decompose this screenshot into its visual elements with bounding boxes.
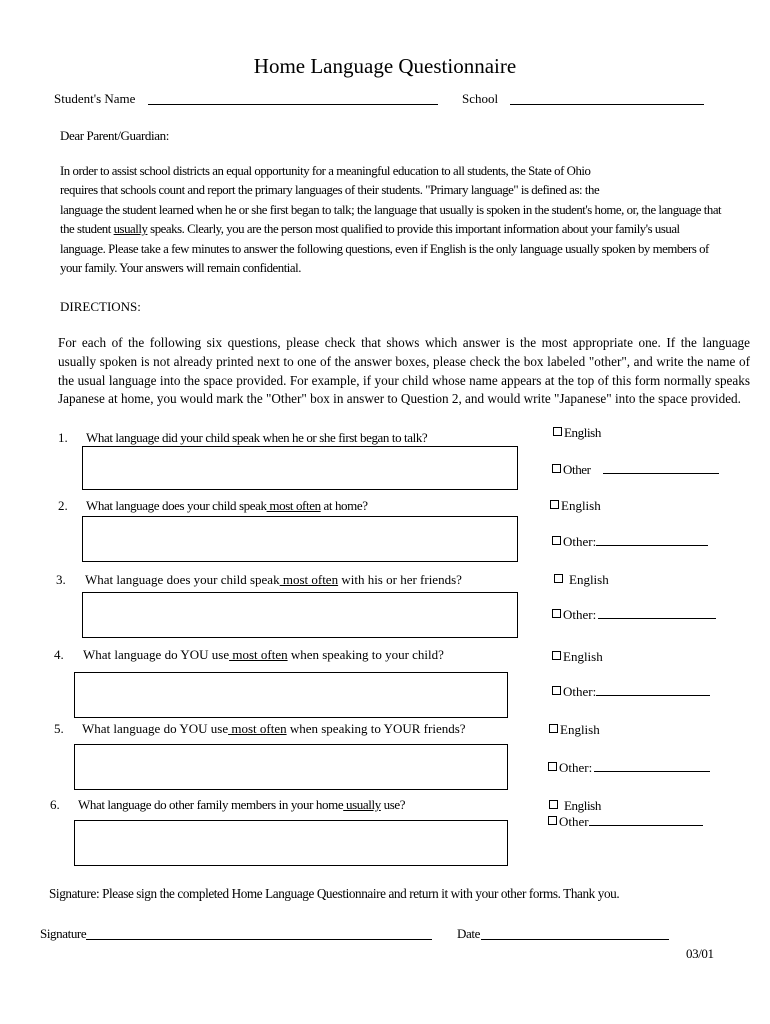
other-field[interactable]	[596, 545, 708, 546]
answer-box[interactable]	[74, 672, 508, 718]
other-field[interactable]	[594, 771, 710, 772]
checkbox-icon[interactable]	[548, 816, 557, 825]
option-label: English	[564, 425, 601, 440]
option-label: Other:	[559, 760, 593, 775]
question-text-part: What language does your child speak	[85, 572, 280, 587]
checkbox-icon[interactable]	[548, 762, 557, 771]
signature-label: Signature	[40, 926, 87, 941]
checkbox-icon[interactable]	[550, 500, 559, 509]
answer-box[interactable]	[82, 592, 518, 638]
question-text	[83, 647, 444, 663]
question-text-part: use?	[380, 797, 406, 812]
question-text-underlined: most often	[229, 647, 288, 662]
option-english[interactable]	[554, 572, 609, 588]
question-text: What language did your child speak when he or she first began to talk?	[86, 430, 428, 445]
intro-text: speaks. Clearly, you are the person most qualified to provide this important information about your family's usual	[147, 222, 680, 237]
option-english[interactable]	[553, 425, 601, 441]
question-text	[85, 572, 462, 588]
option-label: English	[564, 798, 601, 813]
checkbox-icon[interactable]	[552, 464, 561, 473]
question-text-part: when speaking to your child?	[287, 647, 444, 662]
option-other[interactable]	[552, 684, 710, 700]
checkbox-icon[interactable]	[552, 651, 561, 660]
answer-box[interactable]	[82, 446, 518, 490]
intro-line	[60, 220, 760, 239]
option-label: Other:	[563, 684, 597, 699]
question-number: 5.	[54, 721, 64, 736]
other-field[interactable]	[596, 695, 710, 696]
question-text-part: What language do YOU use	[82, 721, 229, 736]
question-number: 2.	[58, 498, 68, 513]
question-text-underlined: usually	[343, 797, 381, 812]
intro-line: language the student learned when he or she first began to talk; the language that usually is spoken in the student's home, or, the language that	[60, 202, 722, 217]
checkbox-icon[interactable]	[552, 609, 561, 618]
question-text	[82, 721, 466, 737]
school-field[interactable]	[510, 104, 704, 105]
checkbox-icon[interactable]	[552, 536, 561, 545]
question-text-part: when speaking to YOUR friends?	[286, 721, 466, 736]
question-number: 4.	[54, 647, 64, 662]
option-label: English	[561, 498, 601, 513]
question-text	[78, 797, 405, 813]
option-other[interactable]	[552, 462, 719, 478]
option-label: Other	[559, 814, 589, 829]
question-text	[86, 498, 368, 514]
option-other[interactable]	[548, 760, 710, 776]
question-number: 1.	[58, 430, 68, 445]
school-label: School	[462, 91, 499, 106]
student-name-field[interactable]	[148, 104, 438, 105]
page-title: Home Language Questionnaire	[253, 54, 517, 78]
question-text-part: What language does your child speak	[86, 498, 267, 513]
date-field[interactable]	[481, 939, 669, 940]
option-label: English	[563, 649, 603, 664]
other-field[interactable]	[589, 825, 703, 826]
intro-text: the student	[60, 222, 114, 237]
option-other[interactable]	[552, 534, 708, 550]
directions-line: For each of the following six questions, please check that shows which answer is the most appropriate one. If the language	[58, 335, 750, 350]
other-field[interactable]	[603, 473, 719, 474]
intro-line: language. Please take a few minutes to answer the following questions, even if English is the only language usually spoken by members of	[60, 241, 709, 256]
checkbox-icon[interactable]	[549, 800, 558, 809]
intro-underlined: usually	[113, 222, 148, 237]
intro-line: In order to assist school districts an equal opportunity for a meaningful education to all students, the State of Ohio	[60, 164, 591, 178]
directions-line: Japanese at home, you would mark the "Other" box in answer to Question 2, and would write "Japanese" into the space provided.	[58, 391, 741, 407]
option-english[interactable]	[550, 498, 601, 514]
option-english[interactable]	[549, 722, 600, 738]
option-label: English	[560, 722, 600, 737]
answer-box[interactable]	[82, 516, 518, 562]
checkbox-icon[interactable]	[552, 686, 561, 695]
question-number: 3.	[56, 572, 66, 587]
date-label: Date	[457, 926, 480, 941]
footer-instruction: Signature: Please sign the completed Home Language Questionnaire and return it with your other forms. Thank you.	[49, 886, 620, 901]
option-english[interactable]	[549, 798, 601, 814]
answer-box[interactable]	[74, 820, 508, 866]
directions-heading: DIRECTIONS:	[60, 299, 141, 314]
directions-paragraph	[58, 334, 750, 409]
option-other[interactable]	[552, 607, 716, 623]
student-name-label: Student's Name	[54, 91, 136, 106]
question-text-underlined: most often	[228, 721, 287, 736]
question-text-underlined: most often	[279, 572, 339, 587]
other-field[interactable]	[598, 618, 716, 619]
option-label: Other:	[563, 607, 597, 622]
intro-line: your family. Your answers will remain confidential.	[60, 261, 301, 276]
form-code: 03/01	[686, 946, 714, 961]
checkbox-icon[interactable]	[554, 574, 563, 583]
question-text-part: What language do YOU use	[83, 647, 230, 662]
signature-field[interactable]	[86, 939, 432, 940]
question-text-part: What language do other family members in your home	[78, 797, 344, 812]
directions-line: usually spoken is not already printed next to one of the answer boxes, please check the box labeled "other", and write the name of	[58, 353, 750, 369]
checkbox-icon[interactable]	[553, 427, 562, 436]
directions-line: the usual language into the space provided. For example, if your child whose name appears at the top of this form normally speaks	[58, 372, 750, 388]
intro-line: requires that schools count and report the primary languages of their students. "Primary language" is defined as: the	[60, 183, 600, 198]
answer-box[interactable]	[74, 744, 508, 790]
intro-paragraph	[60, 162, 760, 278]
question-text-part: at home?	[320, 498, 368, 513]
option-label: Other	[563, 462, 591, 477]
option-english[interactable]	[552, 649, 603, 665]
option-other[interactable]	[548, 814, 703, 830]
option-label: English	[569, 572, 609, 587]
salutation: Dear Parent/Guardian:	[60, 128, 169, 143]
question-number: 6.	[50, 797, 60, 812]
checkbox-icon[interactable]	[549, 724, 558, 733]
question-text-underlined: most often	[266, 498, 321, 513]
option-label: Other:	[563, 534, 597, 549]
question-text-part: with his or her friends?	[338, 572, 462, 587]
